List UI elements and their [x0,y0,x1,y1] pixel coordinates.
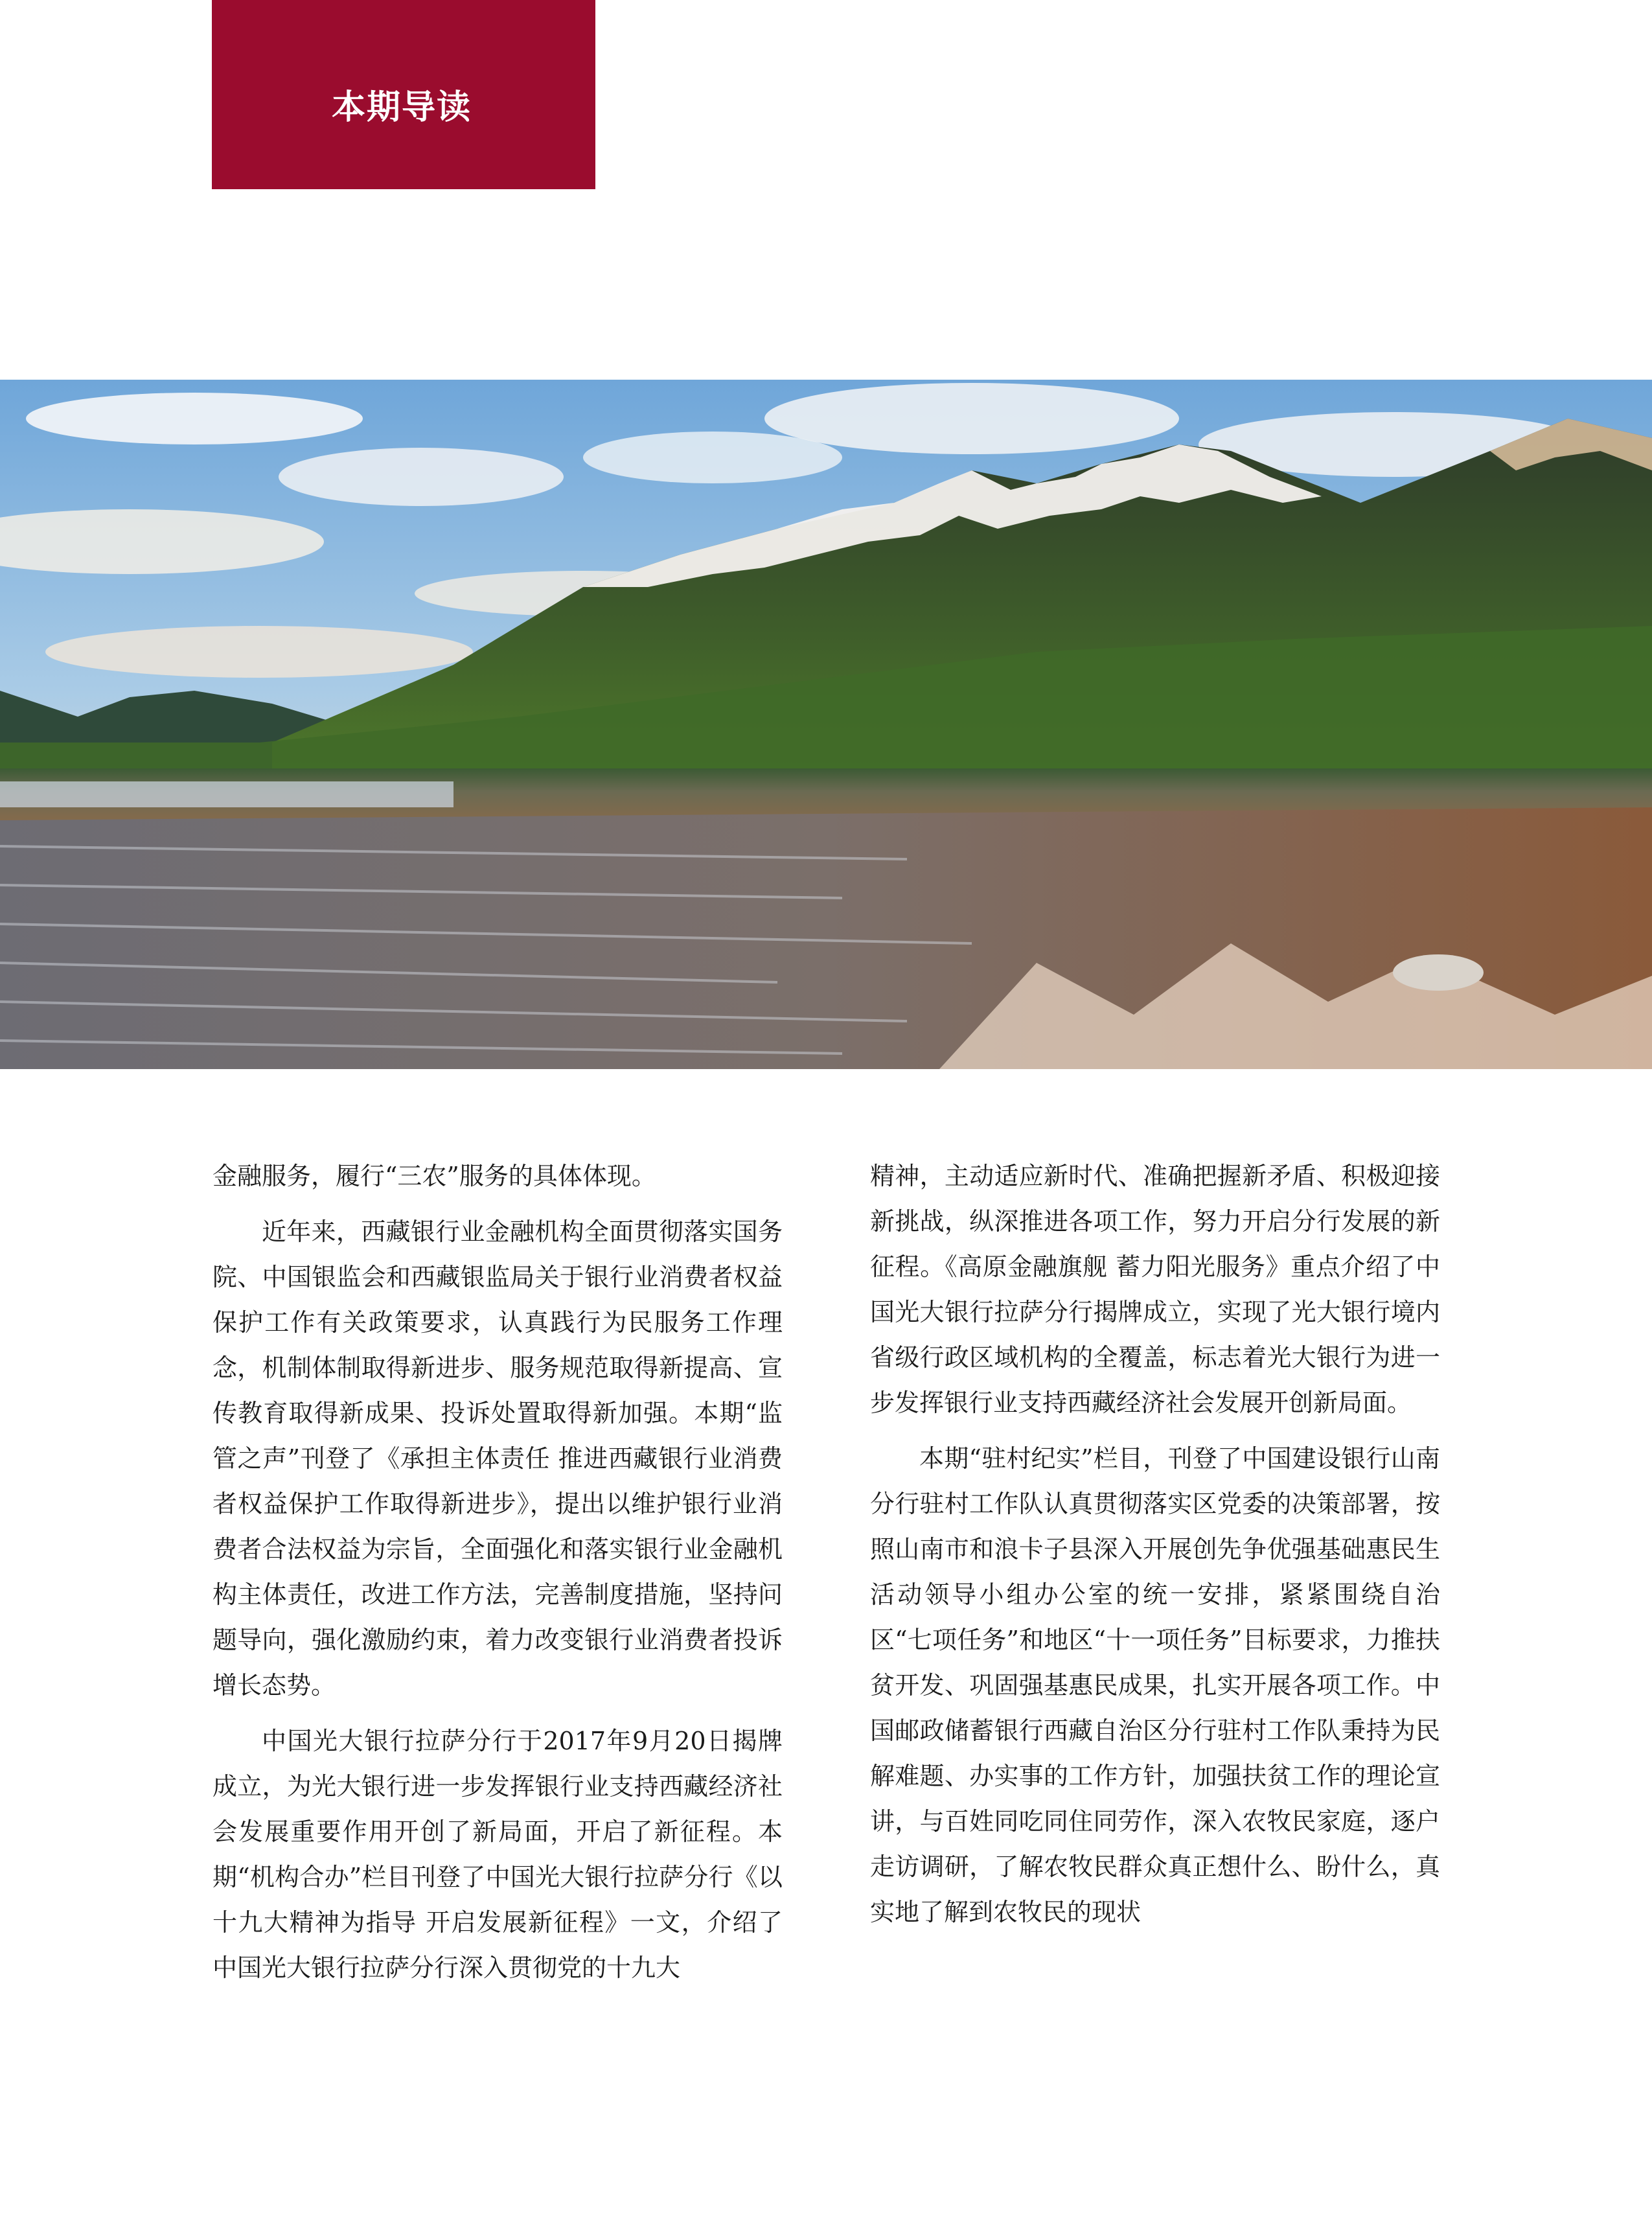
paragraph: 中国光大银行拉萨分行于2017年9月20日揭牌成立，为光大银行进一步发挥银行业支持西藏经济社会发展重要作用开创了新局面，开启了新征程。本期“机构合办”栏目刊登了中国光大银行拉萨分行《以十九大精神为指导 开启发展新征程》一文，介绍了中国光大银行拉萨分行深入贯彻党的十九大 [212,1727,783,1982]
paragraph: 近年来，西藏银行业金融机构全面贯彻落实国务院、中国银监会和西藏银监局关于银行业消费者权益保护工作有关政策要求，认真践行为民服务工作理念，机制体制取得新进步、服务规范取得新提高、宣传教育取得新成果、投诉处置取得新加强。本期“监管之声”刊登了《承担主体责任 推进西藏银行业消费者权益保护工作取得新进步》，提出以维护银行业消费者合法权益为宗旨，全面强化和落实银行业金融机构主体责任，改进工作方法，完善制度措施，坚持问题导向，强化激励约束，着力改变银行业消费者投诉增长态势。 [212,1217,783,1700]
paragraph: 精神，主动适应新时代、准确把握新矛盾、积极迎接新挑战，纵深推进各项工作，努力开启分行发展的新征程。《高原金融旗舰 蓄力阳光服务》重点介绍了中国光大银行拉萨分行揭牌成立，实现了光大银行境内省级行政区域机构的全覆盖，标志着光大银行为进一步发挥银行业支持西藏经济社会发展开创新局面。 [870,1162,1440,1417]
landscape-photo-icon [0,380,1652,1069]
paragraph: 金融服务，履行“三农”服务的具体体现。 [212,1162,656,1190]
paragraph: 本期“驻村纪实”栏目，刊登了中国建设银行山南分行驻村工作队认真贯彻落实区党委的决策部署，按照山南市和浪卡子县深入开展创先争优强基础惠民生活动领导小组办公室的统一安排，紧紧围绕自治区“七项任务”和地区“十一项任务”目标要求，力推扶贫开发、巩固强基惠民成果，扎实开展各项工作。中国邮政储蓄银行西藏自治区分行驻村工作队秉持为民解难题、办实事的工作方针，加强扶贫工作的理论宣讲，与百姓同吃同住同劳作，深入农牧民家庭，逐户走访调研，了解农牧民群众真正想什么、盼什么，真实地了解到农牧民的现状 [870,1444,1440,1926]
article-column-right [870,1153,1440,1945]
section-title: 本期导读 [332,88,472,127]
hero-landscape-image [0,380,1652,1069]
section-tab [212,0,595,189]
article-column-left [212,1153,783,2001]
